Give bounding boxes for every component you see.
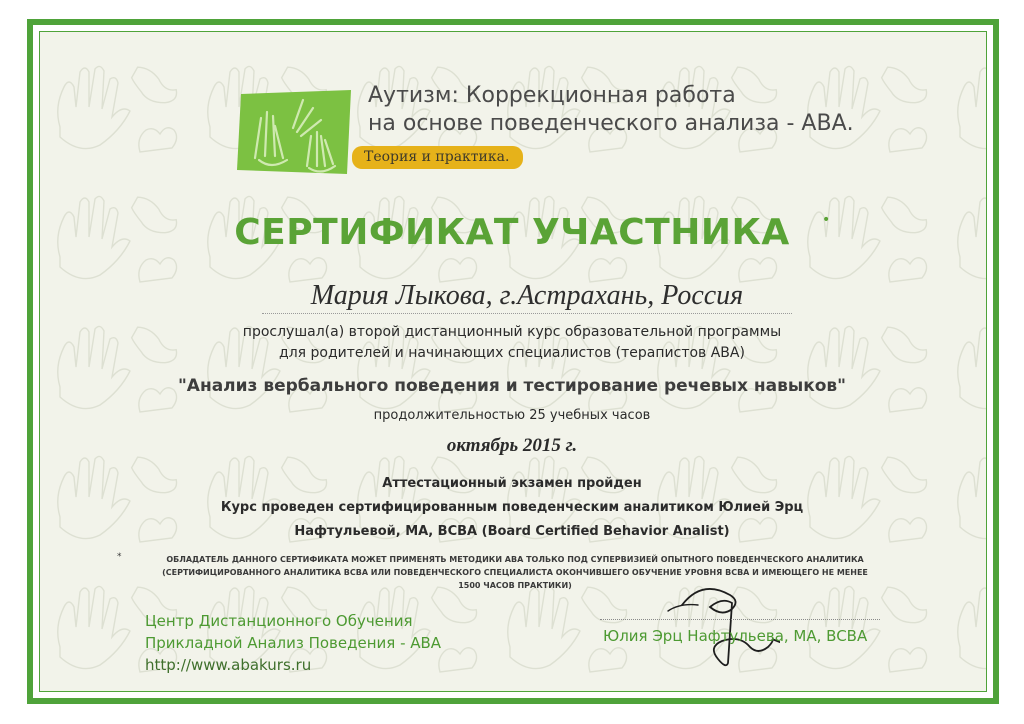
footnote-line-1: ОБЛАДАТЕЛЬ ДАННОГО СЕРТИФИКАТА МОЖЕТ ПРИМЕНЯТЬ МЕТОДИКИ АВА ТОЛЬКО ПОД СУПЕРВИЗИЕЙ ОПЫТНОГО ПОВЕДЕНЧЕСКОГО АНАЛИТИКА (166, 555, 864, 564)
program-title-line-1: Аутизм: Коррекционная работа (368, 83, 736, 108)
signature-icon (660, 575, 780, 670)
organization-line-1: Центр Дистанционного Обучения (145, 612, 413, 630)
signature-line (600, 619, 880, 620)
course-title: "Анализ вербального поведения и тестирование речевых навыков" (177, 376, 847, 396)
program-title-line-2: на основе поведенческого анализа - АВА. (368, 111, 854, 136)
signatory-name: Юлия Эрц Нафтульева, МА, BCBA (603, 627, 868, 645)
exam-and-instructor (0, 472, 1024, 544)
course-logo-icon (235, 88, 355, 178)
footnote (110, 553, 920, 592)
organization-block (145, 610, 441, 676)
exam-status: Аттестационный экзамен пройден (382, 476, 642, 491)
program-title (368, 82, 854, 138)
instructor-line-2: Нафтульевой, МА, BCBA (Board Certified Behavior Analist) (294, 524, 730, 539)
completion-line-1: прослушал(а) второй дистанционный курс образовательной программы (242, 324, 782, 340)
footnote-line-3: 1500 ЧАСОВ ПРАКТИКИ) (458, 581, 572, 590)
tagline-badge: Теория и практика. (352, 146, 523, 169)
instructor-line-1: Курс проведен сертифицированным поведенческим аналитиком Юлией Эрц (220, 500, 804, 515)
footnote-marker: * (117, 552, 122, 562)
recipient-underline (262, 313, 792, 314)
footnote-line-2: (СЕРТИФИЦИРОВАННОГО АНАЛИТИКА BCBA ИЛИ ПОВЕДЕНЧЕСКОГО СПЕЦИАЛИСТА ОКОНЧИВШЕГО ОБУЧЕНИЕ УРОВНЯ BCBA И ИМЕЮЩЕГО НЕ МЕНЕЕ (162, 568, 868, 577)
recipient-name: Мария Лыкова, г.Астрахань, Россия (310, 280, 744, 311)
organization-line-2: Прикладной Анализ Поведения - АВА (145, 634, 442, 652)
completion-text (0, 322, 1024, 364)
title-mark: • (822, 212, 831, 228)
certificate-title: СЕРТИФИКАТ УЧАСТНИКА (234, 212, 790, 253)
course-duration: продолжительностью 25 учебных часов (373, 408, 651, 423)
completion-line-2: для родителей и начинающих специалистов (терапистов АВА) (279, 345, 745, 361)
organization-url: http://www.abakurs.ru (145, 656, 312, 674)
course-date: октябрь 2015 г. (446, 435, 578, 456)
